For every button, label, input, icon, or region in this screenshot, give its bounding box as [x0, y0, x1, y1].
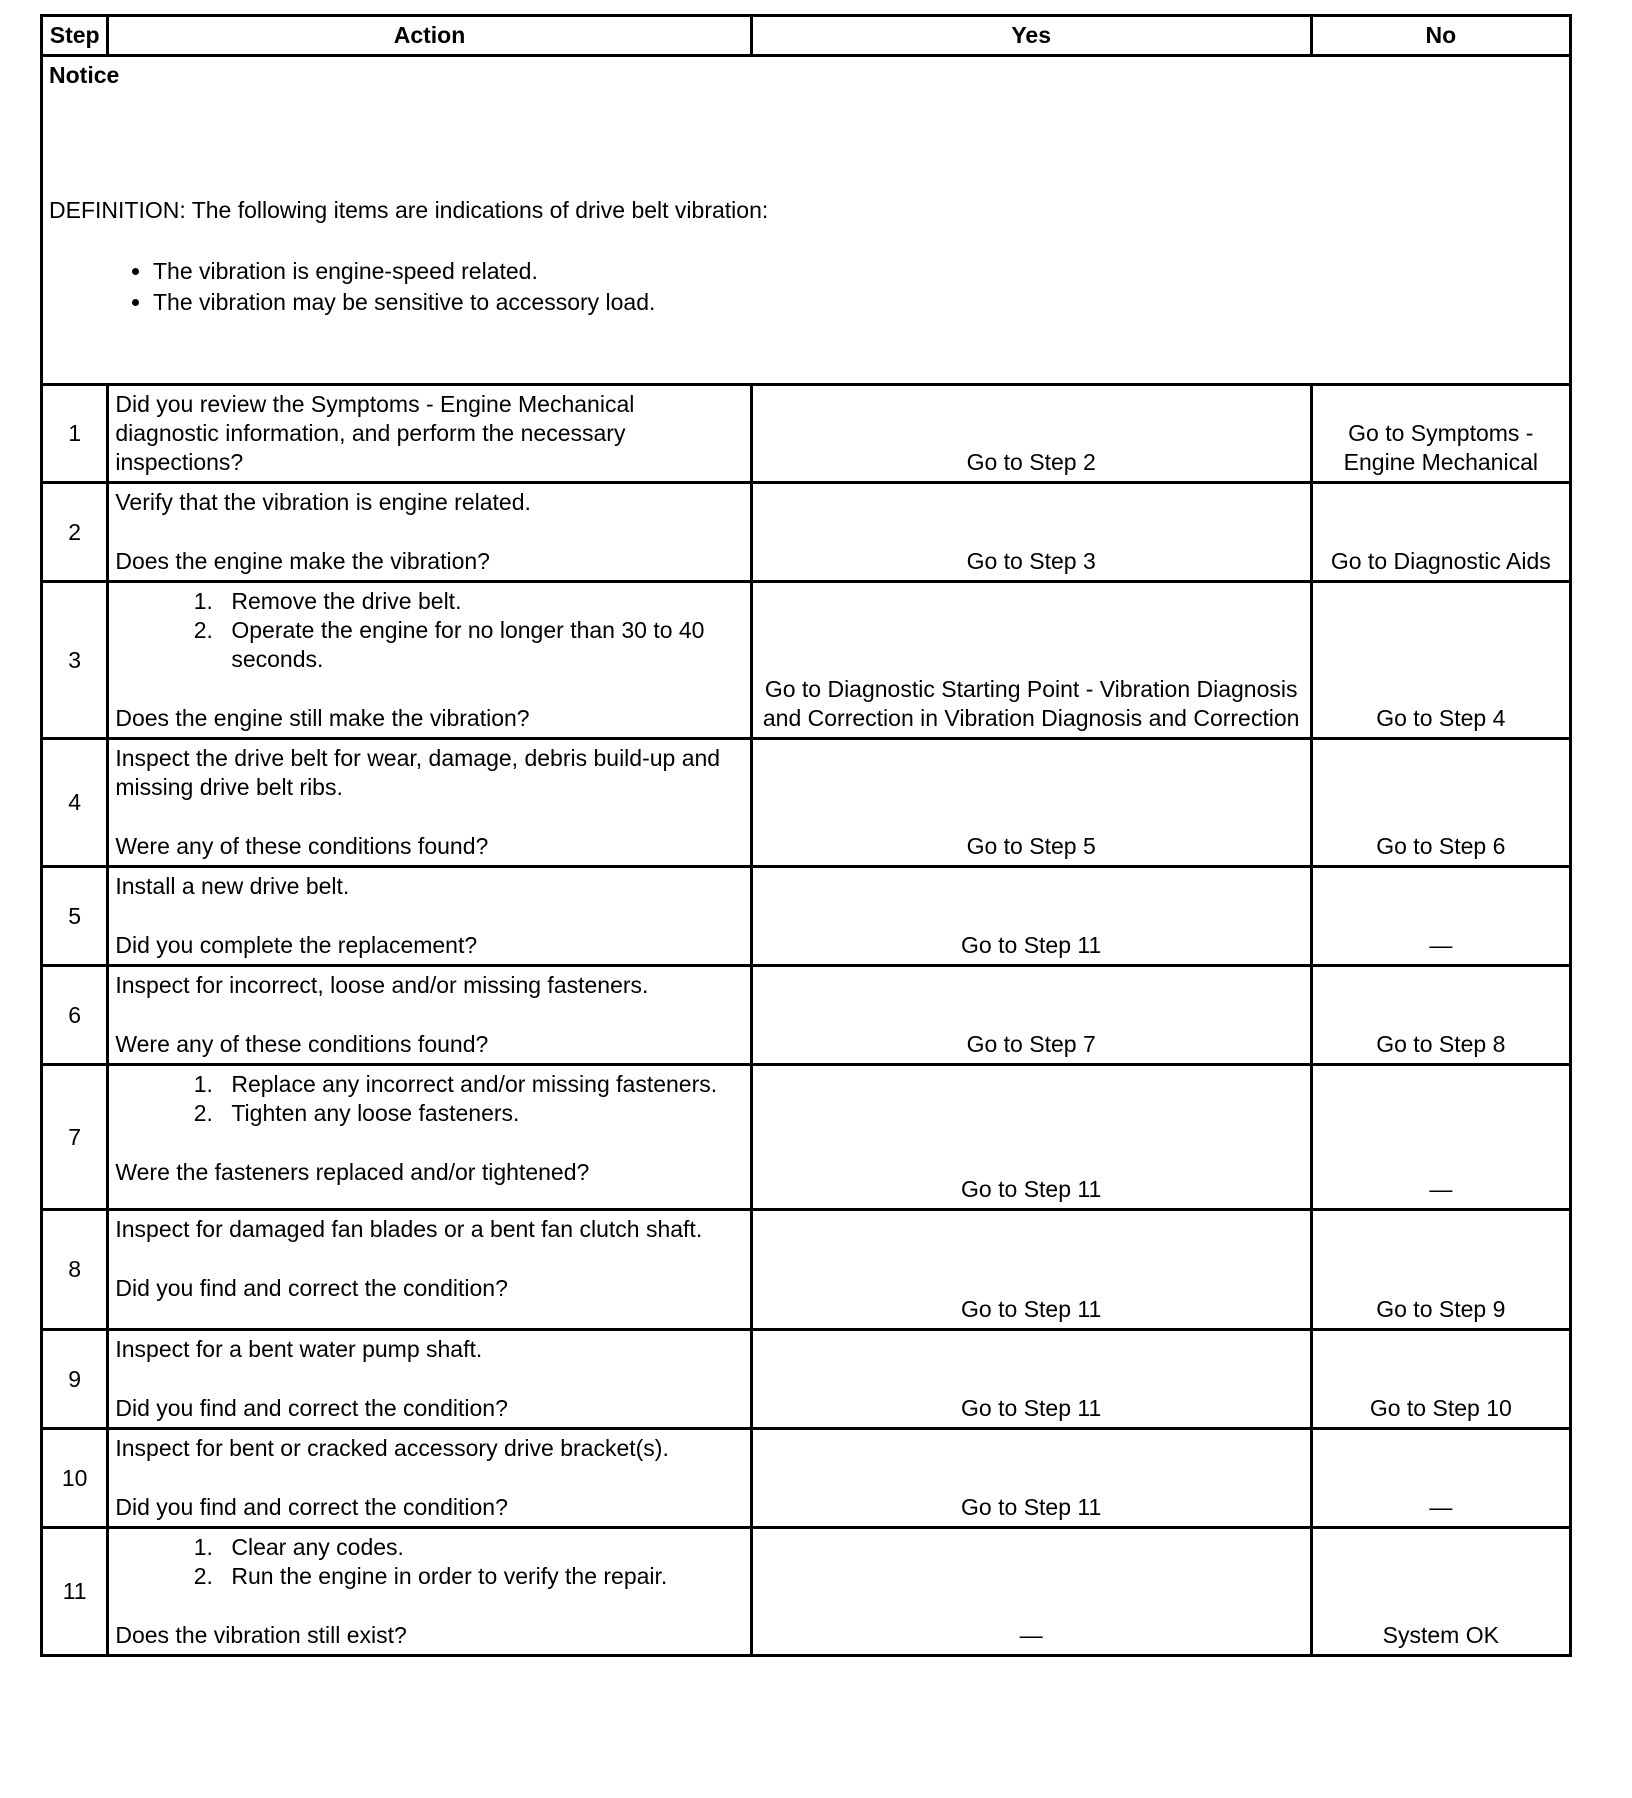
- header-no: No: [1311, 16, 1570, 56]
- action-text: Verify that the vibration is engine related.: [115, 489, 531, 515]
- notice-definition: DEFINITION: The following items are indications of drive belt vibration:: [49, 197, 769, 223]
- yes-cell: Go to Step 11: [751, 1429, 1311, 1528]
- action-question: Does the vibration still exist?: [115, 1622, 407, 1648]
- yes-cell: Go to Diagnostic Starting Point - Vibration Diagnosis and Correction in Vibration Diagnosis and Correction: [751, 582, 1311, 739]
- action-list-item: 1. Clear any codes.: [219, 1533, 743, 1562]
- notice-cell: [42, 56, 1571, 385]
- table-row: [42, 867, 1571, 966]
- notice-row: [42, 56, 1571, 385]
- spacer: [115, 1364, 743, 1394]
- yes-cell: Go to Step 2: [751, 385, 1311, 483]
- step-number: 4: [42, 739, 108, 867]
- action-question: Did you find and correct the condition?: [115, 1494, 508, 1520]
- notice-title: Notice: [49, 62, 120, 88]
- step-number: 11: [42, 1528, 108, 1656]
- action-question: Were any of these conditions found?: [115, 833, 489, 859]
- no-cell: —: [1311, 1429, 1570, 1528]
- header-action: Action: [108, 16, 751, 56]
- no-cell: Go to Step 4: [1311, 582, 1570, 739]
- header-yes: Yes: [751, 16, 1311, 56]
- table-row: [42, 966, 1571, 1065]
- step-number: 8: [42, 1210, 108, 1330]
- no-cell: Go to Symptoms - Engine Mechanical: [1311, 385, 1570, 483]
- action-list-item: 2. Operate the engine for no longer than 30 to 40 seconds.: [219, 616, 743, 674]
- spacer: [115, 1463, 743, 1493]
- action-numbered-list: [115, 1533, 743, 1591]
- action-numbered-list: [115, 1070, 743, 1128]
- action-cell: [108, 867, 751, 966]
- table-row: [42, 385, 1571, 483]
- action-list-item: 2. Run the engine in order to verify the repair.: [219, 1562, 743, 1591]
- action-cell: [108, 385, 751, 483]
- spacer: [115, 802, 743, 832]
- table-row: [42, 582, 1571, 739]
- table-row: [42, 1528, 1571, 1656]
- no-cell: Go to Step 6: [1311, 739, 1570, 867]
- action-question: Did you find and correct the condition?: [115, 1395, 508, 1421]
- table-row: [42, 483, 1571, 582]
- action-text: Did you review the Symptoms - Engine Mechanical diagnostic information, and perform the necessary inspections?: [115, 391, 635, 475]
- action-numbered-list: [115, 587, 743, 674]
- step-number: 10: [42, 1429, 108, 1528]
- spacer: [115, 901, 743, 931]
- action-cell: [108, 1429, 751, 1528]
- no-cell: Go to Diagnostic Aids: [1311, 483, 1570, 582]
- table-row: [42, 1210, 1571, 1330]
- action-text: Install a new drive belt.: [115, 873, 350, 899]
- no-cell: Go to Step 9: [1311, 1210, 1570, 1330]
- yes-cell: Go to Step 11: [751, 1330, 1311, 1429]
- action-question: Does the engine make the vibration?: [115, 548, 490, 574]
- step-number: 6: [42, 966, 108, 1065]
- notice-bullet: • The vibration is engine-speed related.: [153, 257, 1563, 286]
- action-text: Inspect for a bent water pump shaft.: [115, 1336, 483, 1362]
- spacer: [115, 1000, 743, 1030]
- no-cell: —: [1311, 1065, 1570, 1210]
- step-number: 3: [42, 582, 108, 739]
- action-question: Were any of these conditions found?: [115, 1031, 489, 1057]
- yes-cell: Go to Step 7: [751, 966, 1311, 1065]
- diagnostic-table: [40, 14, 1572, 1657]
- action-question: Did you complete the replacement?: [115, 932, 478, 958]
- action-list-item: 2. Tighten any loose fasteners.: [219, 1099, 743, 1128]
- table-row: [42, 739, 1571, 867]
- step-number: 2: [42, 483, 108, 582]
- notice-bullet: • The vibration may be sensitive to accessory load.: [153, 288, 1563, 317]
- step-number: 5: [42, 867, 108, 966]
- spacer: [115, 517, 743, 547]
- action-list-item: 1. Remove the drive belt.: [219, 587, 743, 616]
- action-text: Inspect for incorrect, loose and/or missing fasteners.: [115, 972, 649, 998]
- no-cell: —: [1311, 867, 1570, 966]
- step-number: 7: [42, 1065, 108, 1210]
- notice-bullet-list: [49, 257, 1563, 317]
- spacer: [115, 1128, 743, 1158]
- yes-cell: Go to Step 11: [751, 1210, 1311, 1330]
- yes-cell: Go to Step 11: [751, 867, 1311, 966]
- action-cell: [108, 483, 751, 582]
- action-cell: [108, 1065, 751, 1210]
- yes-cell: Go to Step 11: [751, 1065, 1311, 1210]
- spacer: [115, 1244, 743, 1274]
- header-row: [42, 16, 1571, 56]
- table-row: [42, 1065, 1571, 1210]
- action-question: Did you find and correct the condition?: [115, 1275, 508, 1301]
- action-cell: [108, 1528, 751, 1656]
- action-question: Were the fasteners replaced and/or tightened?: [115, 1159, 590, 1185]
- yes-cell: —: [751, 1528, 1311, 1656]
- yes-cell: Go to Step 5: [751, 739, 1311, 867]
- action-question: Does the engine still make the vibration?: [115, 705, 530, 731]
- action-cell: [108, 1330, 751, 1429]
- action-text: Inspect for bent or cracked accessory drive bracket(s).: [115, 1435, 669, 1461]
- table-row: [42, 1330, 1571, 1429]
- step-number: 9: [42, 1330, 108, 1429]
- spacer: [115, 1591, 743, 1621]
- action-list-item: 1. Replace any incorrect and/or missing fasteners.: [219, 1070, 743, 1099]
- action-cell: [108, 739, 751, 867]
- table-row: [42, 1429, 1571, 1528]
- no-cell: System OK: [1311, 1528, 1570, 1656]
- no-cell: Go to Step 10: [1311, 1330, 1570, 1429]
- step-number: 1: [42, 385, 108, 483]
- yes-cell: Go to Step 3: [751, 483, 1311, 582]
- spacer: [115, 674, 743, 704]
- header-step: Step: [42, 16, 108, 56]
- action-cell: [108, 966, 751, 1065]
- action-text: Inspect the drive belt for wear, damage, debris build-up and missing drive belt ribs.: [115, 745, 721, 800]
- action-text: Inspect for damaged fan blades or a bent fan clutch shaft.: [115, 1216, 703, 1242]
- action-cell: [108, 582, 751, 739]
- action-cell: [108, 1210, 751, 1330]
- no-cell: Go to Step 8: [1311, 966, 1570, 1065]
